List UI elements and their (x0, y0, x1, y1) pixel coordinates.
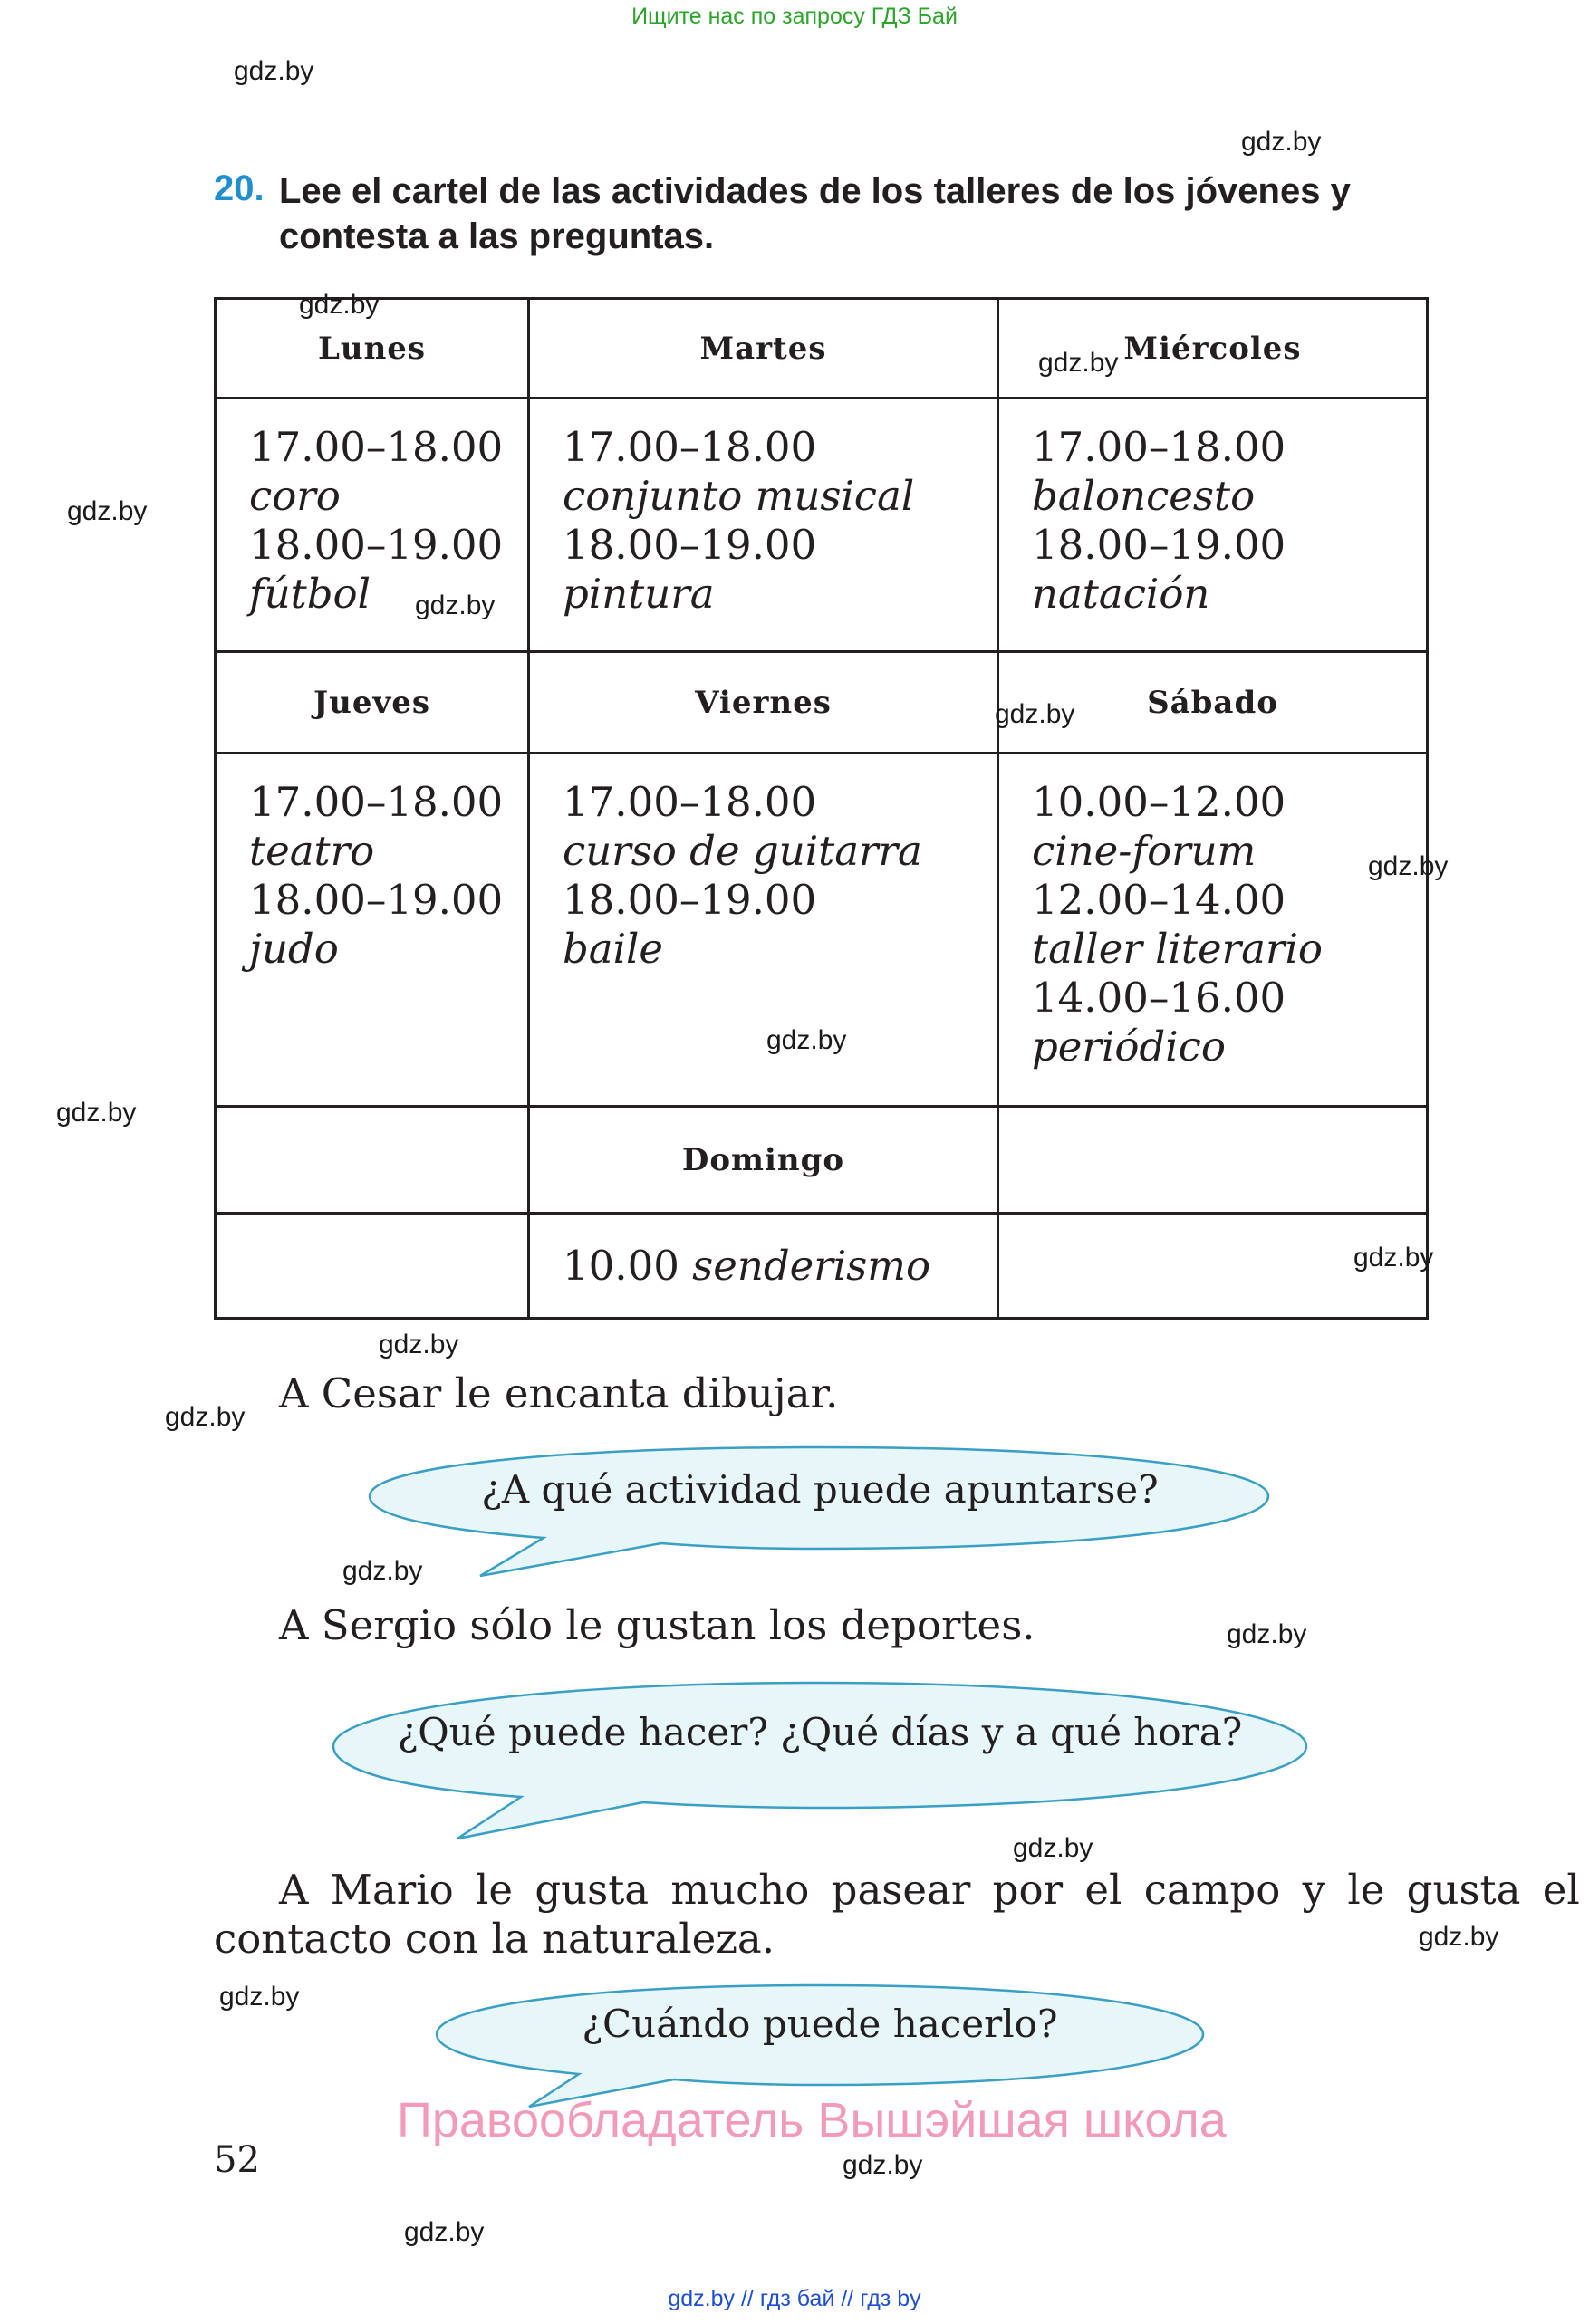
time-slot: 10.00–12.00 (1032, 778, 1286, 826)
watermark: gdz.by (1368, 851, 1449, 881)
day-header-miercoles: Miércoles (998, 299, 1428, 399)
top-banner[interactable]: Ищите нас по запросу ГДЗ Бай (631, 4, 958, 29)
copyright-notice: Правообладатель Вышэйшая школа (397, 2093, 1227, 2147)
exercise-number: 20. (214, 168, 265, 208)
situation-text-1: A Cesar le encanta dibujar. (279, 1369, 839, 1417)
activity: senderismo (692, 1242, 931, 1290)
time-slot: 12.00–14.00 (1032, 876, 1286, 924)
day-header-viernes: Viernes (529, 652, 998, 754)
schedule-cell-domingo (529, 1214, 998, 1319)
time-slot: 10.00 (563, 1242, 679, 1290)
activity: periódico (1032, 1023, 1226, 1071)
activity: conjunto musical (563, 472, 915, 520)
day-header-sabado: Sábado (998, 652, 1428, 754)
watermark: gdz.by (1227, 1619, 1307, 1649)
watermark: gdz.by (1013, 1833, 1093, 1863)
watermark: gdz.by (342, 1556, 423, 1586)
time-slot: 17.00–18.00 (563, 778, 817, 826)
time-slot: 17.00–18.00 (563, 423, 817, 471)
watermark: gdz.by (995, 699, 1075, 729)
watermark: gdz.by (404, 2217, 485, 2247)
watermark: gdz.by (415, 591, 496, 620)
time-slot: 17.00–18.00 (1032, 423, 1286, 471)
day-header-domingo: Domingo (529, 1107, 998, 1214)
page-number: 52 (214, 2139, 260, 2181)
activity: taller literario (1032, 925, 1323, 973)
activity: pintura (563, 570, 715, 618)
speech-bubble-1 (362, 1440, 1277, 1585)
watermark: gdz.by (766, 1025, 847, 1055)
watermark: gdz.by (1419, 1922, 1499, 1952)
time-slot: 18.00–19.00 (1032, 521, 1286, 569)
activity: natación (1032, 570, 1210, 618)
situation-text-3-line1: A Mario le gusta mucho pasear por el campo y le gusta el (279, 1866, 1580, 1914)
watermark: gdz.by (56, 1098, 137, 1128)
watermark: gdz.by (1038, 348, 1119, 378)
time-slot: 18.00–19.00 (249, 521, 504, 569)
day-header-martes: Martes (529, 299, 998, 399)
activity: coro (249, 472, 341, 520)
bubble-question-1: ¿A qué actividad puede apuntarse? (481, 1467, 1159, 1512)
schedule-cell-viernes (529, 754, 998, 1107)
speech-bubble-2 (326, 1676, 1314, 1848)
activity: curso de guitarra (563, 827, 922, 875)
situation-text-2: A Sergio sólo le gustan los deportes. (279, 1601, 1035, 1649)
empty-cell (216, 1214, 529, 1319)
bubble-question-3: ¿Cuándo puede hacerlo? (582, 2002, 1058, 2046)
watermark: gdz.by (165, 1402, 246, 1432)
watermark: gdz.by (219, 1982, 300, 2012)
time-slot: 14.00–16.00 (1032, 974, 1286, 1022)
time-slot: 18.00–19.00 (563, 521, 817, 569)
watermark: gdz.by (67, 496, 148, 526)
empty-cell (998, 1107, 1428, 1214)
activity: fútbol (249, 570, 371, 618)
time-slot: 18.00–19.00 (249, 876, 504, 924)
time-slot: 17.00–18.00 (249, 778, 504, 826)
time-slot: 18.00–19.00 (563, 876, 817, 924)
day-header-lunes: Lunes (216, 299, 529, 399)
empty-cell (216, 1107, 529, 1214)
schedule-cell-martes (529, 399, 998, 652)
schedule-table (214, 297, 1429, 1320)
activity: cine-forum (1032, 827, 1257, 875)
activity: baloncesto (1032, 472, 1256, 520)
schedule-cell-sabado (998, 754, 1428, 1107)
situation-text-3-line2: contacto con la naturaleza. (214, 1915, 775, 1963)
watermark: gdz.by (1353, 1243, 1434, 1272)
bottom-links[interactable]: gdz.by // гдз бай // гдз by (668, 2286, 921, 2311)
schedule-cell-jueves (216, 754, 529, 1107)
activity: baile (563, 925, 664, 973)
watermark: gdz.by (843, 2150, 923, 2180)
watermark: gdz.by (1241, 127, 1322, 157)
watermark: gdz.by (299, 290, 380, 320)
activity: judo (249, 925, 339, 973)
schedule-cell-miercoles (998, 399, 1428, 652)
watermark: gdz.by (379, 1330, 459, 1359)
time-slot: 17.00–18.00 (249, 423, 504, 471)
exercise-instruction: Lee el cartel de las actividades de los talleres de los jóvenes y contesta a las preguntas. (279, 171, 1351, 256)
activity: teatro (249, 827, 375, 875)
day-header-jueves: Jueves (216, 652, 529, 754)
watermark: gdz.by (234, 56, 314, 86)
bubble-question-2: ¿Qué puede hacer? ¿Qué días y a qué hora? (397, 1710, 1243, 1754)
